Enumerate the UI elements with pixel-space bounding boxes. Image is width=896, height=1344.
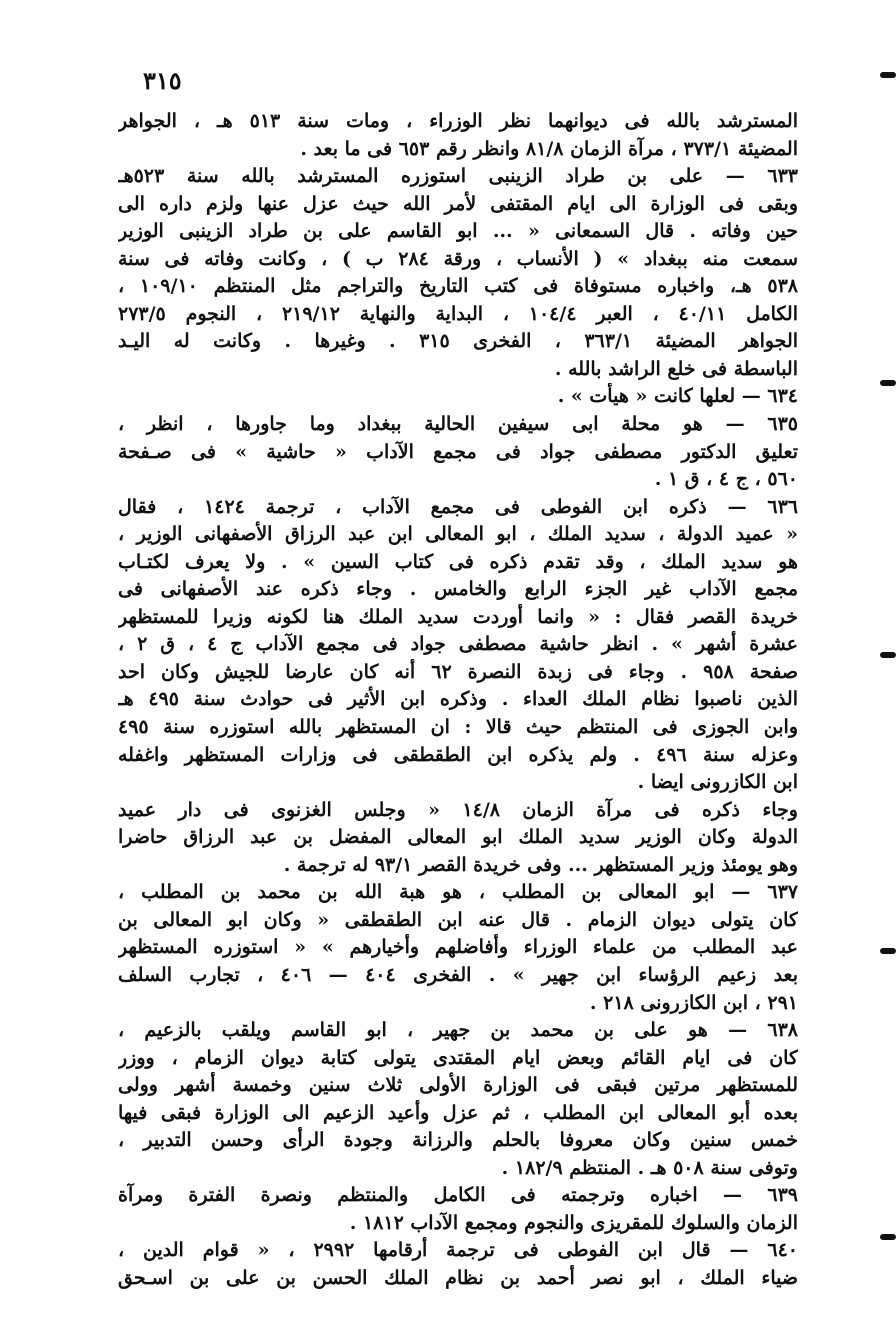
text-line: الذين ناصبوا نظام الملك العداء . وذكره ابن الأثير فى حوادث سنة ٤٩٥ هـ xyxy=(118,688,798,711)
page-edge-mark xyxy=(880,652,896,658)
text-line: الجواهر المضيئة ٣٦٣/١ ، الفخرى ٣١٥ . وغيرها . وكانت له اليـد xyxy=(118,330,798,353)
text-line: وعزله سنة ٤٩٦ . ولم يذكره ابن الطقطقى فى وزارات المستظهر واغفله xyxy=(118,743,798,766)
text-line: بعده أبو المعالى ابن المطلب ، ثم عزل وأعيد الزعيم الى الوزارة فبقى فيها xyxy=(118,1101,798,1124)
page-edge-mark xyxy=(880,1234,896,1240)
text-line: هو سديد الملك ، وقد تقدم ذكره فى كتاب السين » . ولا يعرف لكتـاب xyxy=(118,550,798,573)
page-edge-mark xyxy=(880,72,896,78)
text-line: ٦٤٠ — قال ابن الفوطى فى ترجمة أرقامها ٢٩٩٢ ، « قوام الدين ، xyxy=(118,1239,798,1262)
text-line: عشرة أشهر » . انظر حاشية مصطفى جواد فى مجمع الآداب ج ٤ ، ق ٢ ، xyxy=(118,633,798,656)
footnote-text-block xyxy=(118,108,798,1308)
text-line: ٦٣٧ — ابو المعالى بن المطلب ، هو هبة الله بن محمد بن المطلب ، xyxy=(118,881,798,904)
text-line: خمس سنين وكان معروفا بالحلم والرزانة وجودة الرأى وحسن التدبير ، xyxy=(118,1129,798,1152)
text-line: وتوفى سنة ٥٠٨ هـ . المنتظم ١٨٢/٩ . xyxy=(501,1156,798,1179)
text-line: كان فى ايام القائم وبعض ايام المقتدى يتولى كتابة ديوان الزمام ، ووزر xyxy=(118,1046,798,1069)
text-line: ٥٣٨ هـ، واخباره مستوفاة فى كتب التاريخ والتراجم مثل المنتظم ١٠٩/١٠ ، xyxy=(118,275,798,298)
text-line: حين وفاته . قال السمعانى « ... ابو القاسم على بن طراد الزينبى الوزير xyxy=(118,220,798,243)
text-line: ٦٣٤ — لعلها كانت « هيأت » . xyxy=(557,385,798,408)
text-line: المضيئة ٣٧٣/١ ، مرآة الزمان ٨١/٨ وانظر رقم ٦٥٣ فى ما بعد . xyxy=(300,137,798,160)
text-line: ٦٣٣ — على بن طراد الزينبى استوزره المسترشد بالله سنة ٥٢٣هـ xyxy=(118,165,798,188)
text-line: ٦٣٦ — ذكره ابن الفوطى فى مجمع الآداب ، ترجمة ١٤٢٤ ، فقال xyxy=(118,495,798,518)
text-line: ٥٦٠ ، ج ٤ ، ق ١ . xyxy=(654,468,798,491)
text-line: الدولة وكان الوزير سديد الملك ابو المعالى المفضل بن عبد الرزاق حاضرا xyxy=(118,826,798,849)
text-line: للمستظهر مرتين فبقى فى الوزارة الأولى ثلاث سنين وخمسة أشهر وولى xyxy=(118,1074,798,1097)
text-line: ٢٩١ ، ابن الكازرونى ٢١٨ . xyxy=(589,991,798,1014)
text-line: كان يتولى ديوان الزمام . قال عنه ابن الطقطقى « وكان ابو المعالى بن xyxy=(118,908,798,931)
text-line: عبد المطلب من علماء الوزراء وأفاضلهم وأخيارهم » « استوزره المستظهر xyxy=(118,936,798,959)
text-line: خريدة القصر فقال : « وانما أوردت سديد الملك هنا لكونه وزيرا للمستظهر xyxy=(118,605,798,628)
text-line: ابن الكازرونى ايضا . xyxy=(637,771,798,794)
page-number: ٣١٥ xyxy=(143,66,182,95)
text-line: الزمان والسلوك للمقريزى والنجوم ومجمع الآداب ١٨١٢ . xyxy=(349,1211,798,1234)
text-line: ضياء الملك ، ابو نصر أحمد بن نظام الملك الحسن بن على بن اسـحق xyxy=(118,1266,798,1289)
page-edge-mark xyxy=(880,380,896,386)
text-line: ٦٣٥ — هو محلة ابى سيفين الحالية ببغداد وما جاورها ، انظر ، xyxy=(118,413,798,436)
text-line: وجاء ذكره فى مرآة الزمان ١٤/٨ « وجلس الغزنوى فى دار عميد xyxy=(118,798,798,821)
page-edge-mark xyxy=(880,948,896,954)
text-line: وابن الجوزى فى المنتظم حيث قالا : ان المستظهر بالله استوزره سنة ٤٩٥ xyxy=(118,716,798,739)
text-line: صفحة ٩٥٨ . وجاء فى زبدة النصرة ٦٢ أنه كان عارضا للجيش وكان احد xyxy=(118,660,798,683)
text-line: ٦٣٨ — هو على بن محمد بن جهير ، ابو القاسم ويلقب بالزعيم ، xyxy=(118,1019,798,1042)
text-line: تعليق الدكتور مصطفى جواد فى مجمع الآداب « حاشية » فى صـفحة xyxy=(118,440,798,463)
text-line: وبقى فى الوزارة الى ايام المقتفى لأمر الله حيث عزل عنها ولزم داره الى xyxy=(118,192,798,215)
text-line: ٦٣٩ — اخباره وترجمته فى الكامل والمنتظم ونصرة الفترة ومرآة xyxy=(118,1184,798,1207)
text-line: الباسطة فى خلع الراشد بالله . xyxy=(554,357,798,380)
text-line: وهو يومئذ وزير المستظهر ... وفى خريدة القصر ٩٣/١ له ترجمة . xyxy=(283,853,798,876)
text-line: سمعت منه ببغداد » ( الأنساب ، ورقة ٢٨٤ ب ) ، وكانت وفاته فى سنة xyxy=(118,247,798,270)
text-line: المسترشد بالله فى ديوانهما نظر الوزراء ، ومات سنة ٥١٣ هـ ، الجواهر xyxy=(118,110,798,132)
text-line: بعد زعيم الرؤساء ابن جهير » . الفخرى ٤٠٤ — ٤٠٦ ، تجارب السلف xyxy=(118,963,798,986)
text-line: مجمع الآداب غير الجزء الرابع والخامس . وجاء ذكره عند الأصفهانى فى xyxy=(118,578,798,601)
text-line: الكامل ٤٠/١١ ، العبر ١٠٤/٤ ، البداية والنهاية ٢١٩/١٢ ، النجوم ٢٧٣/٥ xyxy=(118,302,798,325)
text-line: « عميد الدولة ، سديد الملك ، ابو المعالى ابن عبد الرزاق الأصفهانى الوزير ، xyxy=(118,523,798,546)
